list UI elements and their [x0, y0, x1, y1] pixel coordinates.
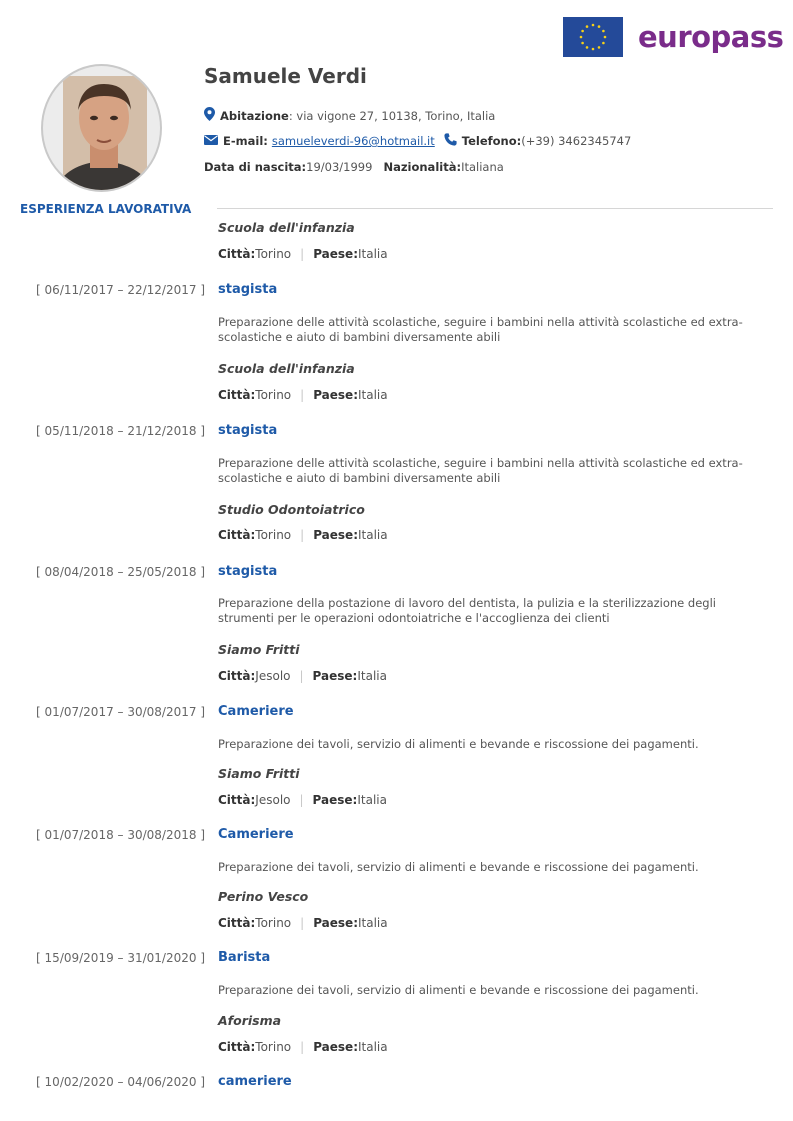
job-location [218, 669, 387, 683]
job-employer: Siamo Fritti [218, 642, 300, 657]
job-location [218, 1040, 388, 1054]
country-label: Paese: [312, 793, 358, 807]
job-dates: [ 15/09/2019 – 31/01/2020 ] [36, 951, 205, 965]
address-value: : via vigone 27, 10138, Torino, Italia [288, 108, 496, 123]
phone-icon [444, 133, 457, 149]
job-location [218, 916, 388, 930]
job-description: Preparazione delle attività scolastiche, seguire i bambini nella attività scolastiche ed extra-scolastiche e aiuto di bambini diversamente abili [218, 315, 743, 344]
job-dates: [ 05/11/2018 – 21/12/2018 ] [36, 424, 205, 438]
separator: | [300, 247, 305, 261]
phone-label: Telefono: [461, 134, 522, 148]
separator: | [300, 388, 305, 402]
job-location [218, 793, 387, 807]
city-value: Jesolo [255, 793, 291, 807]
country-value: Italia [357, 793, 387, 807]
job-location [218, 247, 388, 261]
job-role: stagista [218, 423, 278, 438]
job-employer: Scuola dell'infanzia [218, 361, 355, 376]
eu-flag-icon [563, 17, 623, 57]
city-label: Città: [218, 247, 256, 261]
country-value: Italia [358, 1040, 388, 1054]
job-role: stagista [218, 564, 278, 579]
birth-value: 19/03/1999 [306, 160, 373, 174]
section-divider [217, 208, 773, 209]
separator: | [299, 793, 304, 807]
country-label: Paese: [313, 916, 358, 930]
email-link[interactable]: samueleverdi-96@hotmail.it [271, 134, 435, 148]
city-value: Torino [255, 528, 292, 542]
job-role: Cameriere [218, 827, 294, 842]
address-label: Abitazione [220, 108, 289, 123]
country-label: Paese: [313, 528, 358, 542]
section-title-work-experience: ESPERIENZA LAVORATIVA [20, 202, 192, 216]
country-label: Paese: [312, 669, 358, 683]
job-dates: [ 01/07/2018 – 30/08/2018 ] [36, 828, 205, 842]
job-role: Barista [218, 950, 271, 965]
country-value: Italia [357, 669, 387, 683]
country-label: Paese: [313, 247, 358, 261]
profile-photo [41, 64, 162, 192]
envelope-icon [204, 134, 218, 148]
email-label: E-mail: [223, 134, 268, 148]
city-label: Città: [218, 528, 256, 542]
separator: | [300, 916, 305, 930]
job-employer: Scuola dell'infanzia [218, 220, 355, 235]
job-employer: Siamo Fritti [218, 766, 300, 781]
nationality-label: Nazionalità: [383, 160, 462, 174]
city-value: Torino [255, 247, 292, 261]
job-description: Preparazione dei tavoli, servizio di alimenti e bevande e riscossione dei pagamenti. [218, 860, 699, 874]
city-label: Città: [218, 388, 256, 402]
country-value: Italia [358, 388, 388, 402]
birth-nationality-line [204, 160, 504, 174]
job-dates: [ 06/11/2017 – 22/12/2017 ] [36, 283, 205, 297]
job-employer: Aforisma [218, 1013, 282, 1028]
nationality-value: Italiana [461, 160, 504, 174]
job-employer: Studio Odontoiatrico [218, 502, 365, 517]
city-value: Jesolo [255, 669, 291, 683]
city-value: Torino [255, 916, 292, 930]
job-dates: [ 01/07/2017 – 30/08/2017 ] [36, 705, 205, 719]
job-role: Cameriere [218, 704, 294, 719]
country-label: Paese: [313, 388, 358, 402]
job-role: cameriere [218, 1074, 292, 1089]
europass-logo [563, 17, 783, 57]
phone-value: (+39) 3462345747 [521, 134, 632, 148]
country-label: Paese: [313, 1040, 358, 1054]
job-description: Preparazione dei tavoli, servizio di alimenti e bevande e riscossione dei pagamenti. [218, 983, 699, 997]
birth-label: Data di nascita: [204, 160, 307, 174]
contact-line [204, 133, 631, 149]
separator: | [300, 1040, 305, 1054]
job-location [218, 528, 388, 542]
city-label: Città: [218, 1040, 256, 1054]
country-value: Italia [358, 247, 388, 261]
job-dates: [ 10/02/2020 – 04/06/2020 ] [36, 1075, 205, 1089]
job-description: Preparazione della postazione di lavoro del dentista, la pulizia e la sterilizzazione degli strumenti per le operazioni odontoiatriche e l'accoglienza dei clienti [218, 596, 716, 625]
job-location [218, 388, 388, 402]
separator: | [300, 528, 305, 542]
job-role: stagista [218, 282, 278, 297]
city-value: Torino [255, 388, 292, 402]
address-line [204, 107, 495, 124]
country-value: Italia [358, 916, 388, 930]
location-pin-icon [204, 107, 215, 124]
city-label: Città: [218, 669, 256, 683]
city-value: Torino [255, 1040, 292, 1054]
job-dates: [ 08/04/2018 – 25/05/2018 ] [36, 565, 205, 579]
job-description: Preparazione delle attività scolastiche, seguire i bambini nella attività scolastiche ed extra-scolastiche e aiuto di bambini diversamente abili [218, 456, 743, 485]
separator: | [299, 669, 304, 683]
person-name: Samuele Verdi [204, 64, 367, 88]
country-value: Italia [358, 528, 388, 542]
job-description: Preparazione dei tavoli, servizio di alimenti e bevande e riscossione dei pagamenti. [218, 737, 699, 751]
city-label: Città: [218, 793, 256, 807]
job-employer: Perino Vesco [218, 889, 309, 904]
city-label: Città: [218, 916, 256, 930]
europass-wordmark: europass [638, 20, 784, 54]
